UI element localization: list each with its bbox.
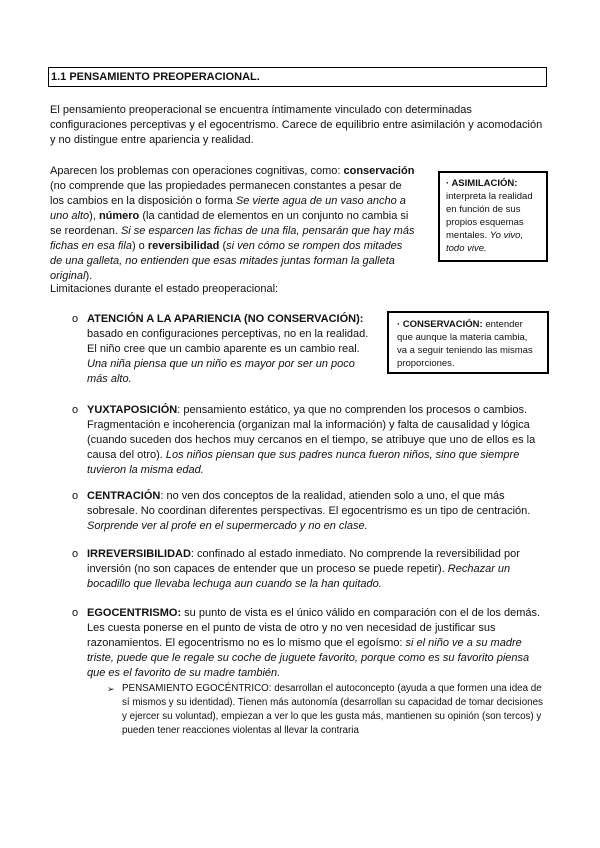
limitations-heading: Limitaciones durante el estado preoperacional:: [50, 283, 279, 295]
apariencia-example: Una niña piensa que un niño es mayor por ser un poco más alto.: [87, 358, 355, 385]
apariencia-term: ATENCIÓN A LA APARIENCIA (NO CONSERVACIÓN):: [87, 313, 364, 325]
problems-text-2: (no comprende que las propiedades permanecen constantes a pesar de los cambios en la disposición o forma: [50, 180, 402, 207]
yuxtaposicion-example: Los niños piensan que sus padres nunca fueron niños, sino que siempre tuvieron la misma edad.: [87, 449, 520, 476]
section-title-box: [48, 67, 547, 87]
conservacion-box: [387, 311, 549, 374]
apariencia-text: basado en configuraciones perceptivas, no en la realidad. El niño cree que un cambio aparente es un cambio real.: [87, 328, 369, 355]
bullet-yuxtaposicion: o: [72, 404, 79, 416]
item-centracion: [87, 489, 549, 534]
asimilacion-box: [438, 171, 548, 262]
item-yuxtaposicion: [87, 403, 549, 478]
problems-text-1: Aparecen los problemas con operaciones cognitivas, como:: [50, 165, 344, 177]
yuxtaposicion-text: : pensamiento estático, ya que no comprenden los procesos o cambios. Fragmentación e incoherencia (organizan mal la información) y falta de causalidad y lógica (cuando suceden dos hechos muy cercanos en el tiempo, se atribuye que uno de ellos es la causa del otro).: [87, 404, 536, 461]
conservacion-box-text: entender que aunque la materia cambia, va a seguir teniendo las mismas proporciones.: [397, 319, 533, 369]
sub-item-pensamiento-egocentrico: PENSAMIENTO EGOCÉNTRICO: desarrollan el autoconcepto (ayuda a que formen una idea de sí mismos y su identidad). Tienen más autonomía (desarrollan su capacidad de tomar decisiones y ejercer su voluntad), empiezan a ver lo que les gusta más, mantienen su opinión (son tercos) y pueden tener reacciones violentas al llevar la contraria: [122, 683, 543, 736]
example-galleta: si ven cómo se rompen dos mitades de una galleta, no entienden que esas mitades juntas forman la galleta original: [50, 240, 403, 282]
problems-text-3: ),: [89, 210, 99, 222]
term-numero: número: [98, 210, 140, 222]
irreversibilidad-example: Rechazar un bocadillo que llevaba lechuga aun cuando se la han quitado.: [87, 563, 511, 590]
egocentrismo-example: si el niño ve a su madre triste, puede que le regale su coche de juguete favorito, porque como es su favorito piensa que es el favorito de su madre también.: [87, 637, 530, 679]
bullet-apariencia: o: [72, 313, 79, 325]
term-reversibilidad: reversibilidad: [147, 240, 220, 252]
item-egocentrismo: [87, 606, 549, 681]
problems-paragraph: [50, 164, 416, 284]
bullet-egocentrismo: o: [72, 607, 79, 619]
egocentrismo-term: EGOCENTRISMO:: [87, 607, 182, 619]
problems-text-6: (: [219, 240, 227, 252]
asimilacion-term: · ASIMILACIÓN:: [446, 178, 518, 189]
egocentrismo-text: su punto de vista es el único válido en comparación con el de los demás. Les cuesta ponerse en el punto de vista de otro y no ven necesidad de justificar sus razonamientos. El egocentrismo no es lo mismo que el egoísmo:: [87, 607, 541, 649]
bullet-centracion: o: [72, 490, 79, 502]
arrow-bullet-icon: ➢: [107, 684, 115, 694]
problems-text-5: ) o: [131, 240, 148, 252]
item-irreversibilidad: [87, 547, 549, 592]
asimilacion-text: interpreta la realidad en función de sus propios esquemas mentales.: [446, 191, 533, 241]
problems-text-7: ).: [85, 270, 93, 282]
problems-text-4: (la cantidad de elementos en un conjunto no cambia si se reordenan.: [50, 210, 409, 237]
example-vaso: Se vierte agua de un vaso ancho a uno alto: [50, 195, 406, 222]
asimilacion-example: Yo vivo, todo vive.: [446, 230, 524, 254]
example-fichas: Si se esparcen las fichas de una fila, pensarán que hay más fichas en esa fila: [50, 225, 415, 252]
intro-paragraph: El pensamiento preoperacional se encuentra íntimamente vinculado con determinadas configuraciones perceptivas y el egocentrismo. Carece de equilibrio entre asimilación y acomodación y no distingue entre apariencia y realidad.: [50, 104, 543, 146]
centracion-example: Sorprende ver al profe en el supermercado y no en clase.: [87, 520, 368, 532]
conservacion-box-term: · CONSERVACIÓN:: [397, 319, 483, 330]
bullet-irreversibilidad: o: [72, 548, 79, 560]
centracion-term: CENTRACIÓN: [87, 490, 161, 502]
yuxtaposicion-term: YUXTAPOSICIÓN: [87, 404, 178, 416]
term-conservacion: conservación: [343, 165, 415, 177]
centracion-text: : no ven dos conceptos de la realidad, atienden solo a uno, el que más sobresale. No coordinan diferentes perspectivas. El egocentrismo es un tipo de centración.: [87, 490, 531, 517]
irreversibilidad-text: : confinado al estado inmediato. No comprende la reversibilidad por inversión (no son capaces de entender que un proceso se puede repetir).: [87, 548, 520, 575]
item-apariencia: [87, 312, 377, 387]
section-title: 1.1 PENSAMIENTO PREOPERACIONAL.: [51, 71, 260, 83]
irreversibilidad-term: IRREVERSIBILIDAD: [87, 548, 191, 560]
